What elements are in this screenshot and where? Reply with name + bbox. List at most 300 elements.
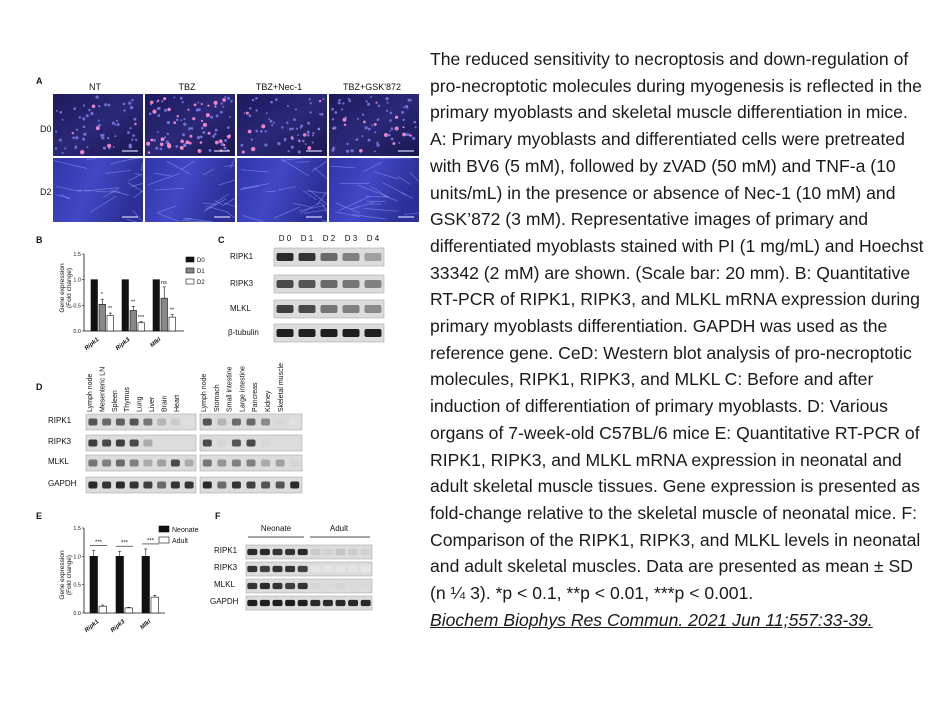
nucleus-dot [297, 134, 299, 136]
nucleus-dot [161, 100, 163, 102]
lane-label: Kidney [265, 390, 272, 412]
pi-stained-dot [410, 135, 412, 137]
blot-band [260, 600, 270, 606]
nucleus-dot [368, 128, 371, 131]
nucleus-dot [307, 131, 310, 134]
nucleus-dot [412, 137, 415, 140]
figure-panel [0, 0, 430, 709]
nucleus-dot [240, 144, 243, 147]
blot-band [232, 439, 241, 446]
nucleus-dot [367, 103, 370, 106]
blot-band [310, 566, 320, 572]
nucleus-dot [59, 139, 62, 142]
blot-band [365, 329, 382, 337]
nucleus-dot [135, 139, 137, 141]
panel-b-legend [186, 257, 205, 286]
pi-stained-dot [251, 147, 255, 151]
nucleus-dot [309, 111, 311, 113]
pi-stained-dot [214, 106, 216, 108]
nucleus-dot [323, 98, 325, 100]
bar [169, 317, 176, 331]
nucleus-dot [292, 128, 295, 131]
bar [99, 606, 107, 613]
nucleus-dot [391, 127, 394, 130]
panel-a-col-label: NT [89, 82, 101, 92]
pi-stained-dot [359, 149, 363, 153]
pi-stained-dot [319, 100, 321, 102]
lane-label: D 4 [366, 234, 380, 243]
pi-stained-dot [207, 105, 209, 107]
blot-band [247, 481, 256, 488]
nucleus-dot [292, 138, 294, 140]
blot-band [261, 418, 270, 425]
bar [138, 323, 145, 331]
group-label: Adult [329, 524, 349, 533]
pi-stained-dot [177, 115, 179, 117]
nucleus-dot [331, 108, 334, 111]
nucleus-dot [132, 134, 135, 137]
blot-row-label: GAPDH [210, 597, 239, 606]
panel-b-chart [73, 252, 184, 352]
nucleus-dot [356, 138, 359, 141]
nucleus-dot [112, 122, 115, 125]
blot-band [143, 418, 152, 425]
panel-f-row-labels [210, 546, 239, 606]
blot-row-label: RIPK1 [214, 546, 238, 555]
blot-band [102, 459, 111, 466]
legend-swatch [159, 537, 169, 543]
bar [107, 316, 114, 331]
nucleus-dot [255, 97, 258, 100]
nucleus-dot [389, 130, 391, 132]
blot-band [343, 280, 360, 288]
blot-band [273, 549, 283, 555]
blot-band [88, 418, 97, 425]
blot-band [343, 305, 360, 313]
legend-label: Adult [172, 538, 188, 545]
blot-band [323, 566, 333, 572]
nucleus-dot [252, 99, 255, 102]
pi-stained-dot [201, 120, 203, 122]
nucleus-dot [286, 122, 288, 124]
blot-band [260, 566, 270, 572]
nucleus-dot [115, 135, 117, 137]
blot-band [343, 253, 360, 261]
blot-band [88, 481, 97, 488]
blot-band [299, 280, 316, 288]
pi-stained-dot [403, 126, 405, 128]
nucleus-dot [176, 118, 179, 121]
legend-label: D0 [197, 258, 205, 264]
nucleus-dot [83, 125, 86, 128]
nucleus-dot [113, 146, 115, 148]
blot-band [260, 583, 270, 589]
nucleus-dot [371, 125, 373, 127]
lane-label: D 0 [278, 234, 292, 243]
nucleus-dot [386, 102, 388, 104]
blot-row-label: RIPK1 [48, 416, 72, 425]
nucleus-dot [104, 103, 107, 106]
lane-label: Large intestine [239, 366, 247, 412]
nucleus-dot [115, 124, 117, 126]
nucleus-dot [200, 136, 203, 139]
nucleus-dot [307, 134, 310, 137]
x-tick-label: Ripk1 [83, 618, 101, 635]
blot-band [298, 583, 308, 589]
figure-caption [430, 46, 928, 633]
pi-stained-dot [160, 143, 164, 147]
x-tick-label: Mlkl [149, 336, 163, 350]
blot-band [247, 459, 256, 466]
nucleus-dot [312, 132, 314, 134]
pi-stained-dot [198, 149, 202, 153]
pi-stained-dot [363, 121, 366, 124]
pi-stained-dot [134, 123, 136, 125]
blot-band [323, 583, 333, 589]
significance-label: *** [146, 538, 155, 545]
nucleus-dot [346, 143, 348, 145]
significance-label: *** [137, 314, 145, 321]
legend-swatch [186, 257, 194, 262]
nucleus-dot [101, 136, 104, 139]
pi-stained-dot [222, 98, 226, 102]
nucleus-dot [402, 119, 404, 121]
pi-stained-dot [150, 100, 154, 104]
blot-band [232, 418, 241, 425]
nucleus-dot [174, 96, 176, 98]
blot-band [247, 566, 257, 572]
lane-label: Heart [173, 394, 181, 412]
nucleus-dot [210, 116, 213, 119]
pi-stained-dot [173, 121, 176, 124]
blot-band [361, 566, 371, 572]
blot-band [336, 600, 346, 606]
nucleus-dot [55, 147, 57, 149]
blot-band [116, 418, 125, 425]
blot-band [348, 566, 358, 572]
blot-row-label: β-tubulin [228, 328, 259, 337]
micrograph-image [237, 158, 327, 222]
blot-band [130, 481, 139, 488]
nucleus-dot [368, 139, 371, 142]
nucleus-dot [227, 97, 230, 100]
nucleus-dot [268, 118, 270, 120]
pi-stained-dot [374, 123, 377, 126]
nucleus-dot [310, 102, 312, 104]
nucleus-dot [214, 133, 217, 136]
blot-band [310, 600, 320, 606]
nucleus-dot [98, 105, 100, 107]
blot-band [185, 418, 194, 425]
nucleus-dot [332, 149, 335, 152]
blot-band [143, 481, 152, 488]
blot-band [365, 253, 382, 261]
nucleus-dot [208, 149, 211, 152]
panel-c-lane-labels [279, 234, 380, 243]
blot-band [361, 600, 371, 606]
nucleus-dot [338, 102, 341, 105]
nucleus-dot [64, 147, 66, 149]
blot-row-label: GAPDH [48, 479, 77, 488]
blot-row-label: RIPK3 [48, 437, 72, 446]
nucleus-dot [264, 143, 267, 146]
nucleus-dot [255, 109, 258, 112]
blot-band [348, 600, 358, 606]
blot-band [157, 481, 166, 488]
nucleus-dot [201, 127, 204, 130]
nucleus-dot [378, 105, 380, 107]
nucleus-dot [230, 100, 232, 102]
citation-link[interactable]: Biochem Biophys Res Commun. 2021 Jun 11;557:33-39. [430, 609, 873, 630]
blot-band [116, 439, 125, 446]
nucleus-dot [271, 124, 273, 126]
x-tick-label: Mlkl [139, 618, 153, 632]
blot-band [290, 481, 299, 488]
nucleus-dot [362, 113, 364, 115]
nucleus-dot [79, 116, 81, 118]
nucleus-dot [56, 110, 58, 112]
pi-stained-dot [200, 141, 203, 144]
blot-band [232, 481, 241, 488]
nucleus-dot [198, 108, 201, 111]
nucleus-dot [103, 146, 106, 149]
pi-stained-dot [261, 124, 265, 128]
nucleus-dot [197, 102, 199, 104]
nucleus-dot [350, 149, 353, 152]
pi-stained-dot [384, 133, 388, 137]
nucleus-dot [300, 124, 303, 127]
nucleus-dot [62, 119, 64, 121]
x-tick-label: Ripk3 [109, 618, 127, 635]
lane-label: Lymph node [201, 373, 208, 412]
nucleus-dot [188, 127, 191, 130]
nucleus-dot [131, 99, 133, 101]
x-tick-label: Ripk1 [83, 336, 101, 353]
nucleus-dot [370, 96, 372, 98]
bar [122, 280, 129, 331]
nucleus-dot [415, 126, 417, 128]
panel-f-letter: F [215, 511, 221, 521]
blot-band [143, 459, 152, 466]
myotube-fiber [265, 191, 276, 192]
nucleus-dot [180, 119, 182, 121]
blot-band [247, 549, 257, 555]
nucleus-dot [305, 143, 307, 145]
pi-stained-dot [161, 137, 165, 141]
nucleus-dot [284, 139, 286, 141]
panel-e-letter: E [36, 511, 43, 521]
blot-band [321, 253, 338, 261]
nucleus-dot [406, 106, 409, 109]
panel-a-letter: A [36, 76, 43, 86]
group-label: Neonate [260, 524, 292, 533]
legend-label: D2 [197, 280, 205, 286]
nucleus-dot [312, 134, 314, 136]
blot-band [323, 549, 333, 555]
pi-stained-dot [187, 109, 189, 111]
legend-swatch [186, 268, 194, 273]
nucleus-dot [117, 123, 120, 126]
nucleus-dot [298, 150, 301, 153]
nucleus-dot [61, 152, 63, 154]
nucleus-dot [244, 112, 246, 114]
nucleus-dot [398, 142, 400, 144]
blot-band [336, 549, 346, 555]
blot-band [130, 459, 139, 466]
panel-a-row-label: D0 [40, 124, 52, 134]
blot-band [261, 459, 270, 466]
nucleus-dot [307, 122, 310, 125]
blot-row-label: RIPK3 [230, 279, 254, 288]
blot-band [298, 600, 308, 606]
figure-svg [0, 0, 430, 709]
blot-band [299, 329, 316, 337]
nucleus-dot [75, 145, 77, 147]
nucleus-dot [302, 140, 305, 143]
pi-stained-dot [92, 105, 96, 109]
blot-row-label: MLKL [214, 580, 235, 589]
nucleus-dot [159, 148, 162, 151]
pi-stained-dot [180, 146, 184, 150]
panel-a-col-label: TBZ+GSK'872 [343, 82, 401, 92]
pi-stained-dot [375, 102, 377, 104]
pi-stained-dot [242, 150, 245, 153]
blot-band [285, 600, 295, 606]
blot-band [247, 439, 256, 446]
nucleus-dot [60, 111, 63, 114]
nucleus-dot [270, 120, 273, 123]
y-tick-label: 0.0 [73, 611, 81, 617]
panel-d-row-labels [48, 416, 77, 488]
pi-stained-dot [107, 144, 111, 148]
blot-band [321, 329, 338, 337]
blot-band [310, 549, 320, 555]
y-tick-label: 1.0 [73, 554, 81, 561]
lane-label: Small intestine [226, 366, 234, 412]
bar [125, 608, 133, 613]
blot-band [365, 305, 382, 313]
pi-stained-dot [194, 104, 197, 107]
nucleus-dot [212, 135, 215, 138]
nucleus-dot [224, 139, 227, 142]
pi-stained-dot [157, 100, 159, 102]
blot-band [171, 481, 180, 488]
nucleus-dot [403, 106, 405, 108]
nucleus-dot [167, 121, 170, 124]
panel-a-col-label: TBZ+Nec-1 [255, 82, 303, 92]
blot-band [321, 305, 338, 313]
nucleus-dot [75, 136, 78, 139]
nucleus-dot [264, 130, 266, 132]
nucleus-dot [293, 118, 296, 121]
panel-c-letter: C [218, 235, 225, 245]
nucleus-dot [309, 98, 311, 100]
panel-a-col-label: TBZ [178, 82, 196, 92]
blot-band [273, 583, 283, 589]
pi-stained-dot [402, 133, 406, 137]
nucleus-dot [362, 135, 364, 137]
pi-stained-dot [307, 146, 311, 150]
pi-stained-dot [332, 127, 334, 129]
nucleus-dot [221, 102, 223, 104]
nucleus-dot [182, 133, 185, 136]
nucleus-dot [389, 119, 392, 122]
significance-label: *** [120, 540, 129, 547]
nucleus-dot [129, 127, 131, 129]
nucleus-dot [374, 150, 376, 152]
pi-stained-dot [206, 113, 210, 117]
nucleus-dot [229, 116, 231, 118]
nucleus-dot [270, 101, 273, 104]
panel-b-letter: B [36, 235, 43, 245]
blot-band [217, 439, 226, 446]
panel-c-blots [274, 248, 384, 342]
blot-band [116, 481, 125, 488]
pi-stained-dot [298, 140, 300, 142]
bar [91, 280, 98, 331]
nucleus-dot [128, 144, 131, 147]
significance-label: ** [107, 306, 113, 313]
pi-stained-dot [167, 108, 170, 111]
blot-band [130, 439, 139, 446]
nucleus-dot [131, 139, 133, 141]
blot-band [299, 253, 316, 261]
nucleus-dot [183, 123, 186, 126]
micrograph-image [237, 94, 327, 156]
nucleus-dot [391, 138, 394, 141]
nucleus-dot [86, 114, 89, 117]
pi-stained-dot [148, 151, 150, 153]
bar [99, 304, 106, 331]
pi-stained-dot [303, 133, 307, 137]
pi-stained-dot [72, 132, 74, 134]
nucleus-dot [390, 112, 392, 114]
blot-band [157, 459, 166, 466]
nucleus-dot [317, 128, 320, 131]
blot-band [102, 418, 111, 425]
pi-stained-dot [163, 97, 166, 100]
blot-band [285, 549, 295, 555]
nucleus-dot [72, 137, 75, 140]
blot-band [348, 549, 358, 555]
blot-band [290, 459, 299, 466]
blot-band [343, 329, 360, 337]
lane-label: Spleen [111, 390, 119, 412]
nucleus-dot [164, 109, 167, 112]
lane-label: Pancreas [252, 382, 260, 412]
pi-stained-dot [203, 123, 207, 127]
blot-band [277, 305, 294, 313]
nucleus-dot [88, 109, 90, 111]
panel-d-blots [86, 414, 302, 493]
nucleus-dot [197, 136, 200, 139]
nucleus-dot [332, 118, 334, 120]
blot-band [285, 583, 295, 589]
blot-band [336, 583, 346, 589]
pi-stained-dot [228, 134, 231, 137]
nucleus-dot [365, 126, 368, 129]
blot-band [361, 549, 371, 555]
blot-band [277, 329, 294, 337]
nucleus-dot [73, 107, 76, 110]
lane-label: D 2 [322, 234, 336, 243]
x-tick-label: Ripk3 [114, 336, 132, 353]
caption-text: The reduced sensitivity to necroptosis and down-regulation of pro-necroptotic molecules during myogenesis is reflected in the primary myoblasts and skeletal muscle differentiation in mice. A: Primary myoblasts and differentiated cells were pretreated with BV6 (5 mM), followed by zVAD (50 mM) and TNF-a (10 units/mL) in the presence or absence of Nec-1 (10 mM) and GSK’872 (3 mM). Representative images of primary and differentiated myoblasts stained with PI (1 mg/mL) and Hoechst 33342 (2 mM) are shown. (Scale bar: 20 mm). B: Quantitative RT-PCR of RIPK1, RIPK3, and MLKL mRNA expression during primary myoblasts differentiation. GAPDH was used as the reference gene. CeD: Western blot analysis of pro-necroptotic molecules, RIPK1, RIPK3, and MLKL C: Before and after induction of differentiation of primary myoblasts. D: Various organs of 7-week-old C57BL/6 mice E: Quantitative RT-PCR of RIPK1, RIPK3, and MLKL mRNA expression in neonatal and adult skeletal muscle tissues. Gene expression is presented as fold-change relative to the skeletal muscle of neonatal mice. F: Comparison of the RIPK1, RIPK3, and MLKL levels in neonatal and adult skeletal muscles. Data are presented as mean ± SD (n ¼ 3). *p < 0.1, **p < 0.01, ***p < 0.001. [430, 49, 924, 604]
significance-label: ** [169, 307, 175, 314]
panel-d-letter: D [36, 382, 43, 392]
nucleus-dot [98, 124, 101, 127]
panel-f-blots [246, 545, 372, 610]
